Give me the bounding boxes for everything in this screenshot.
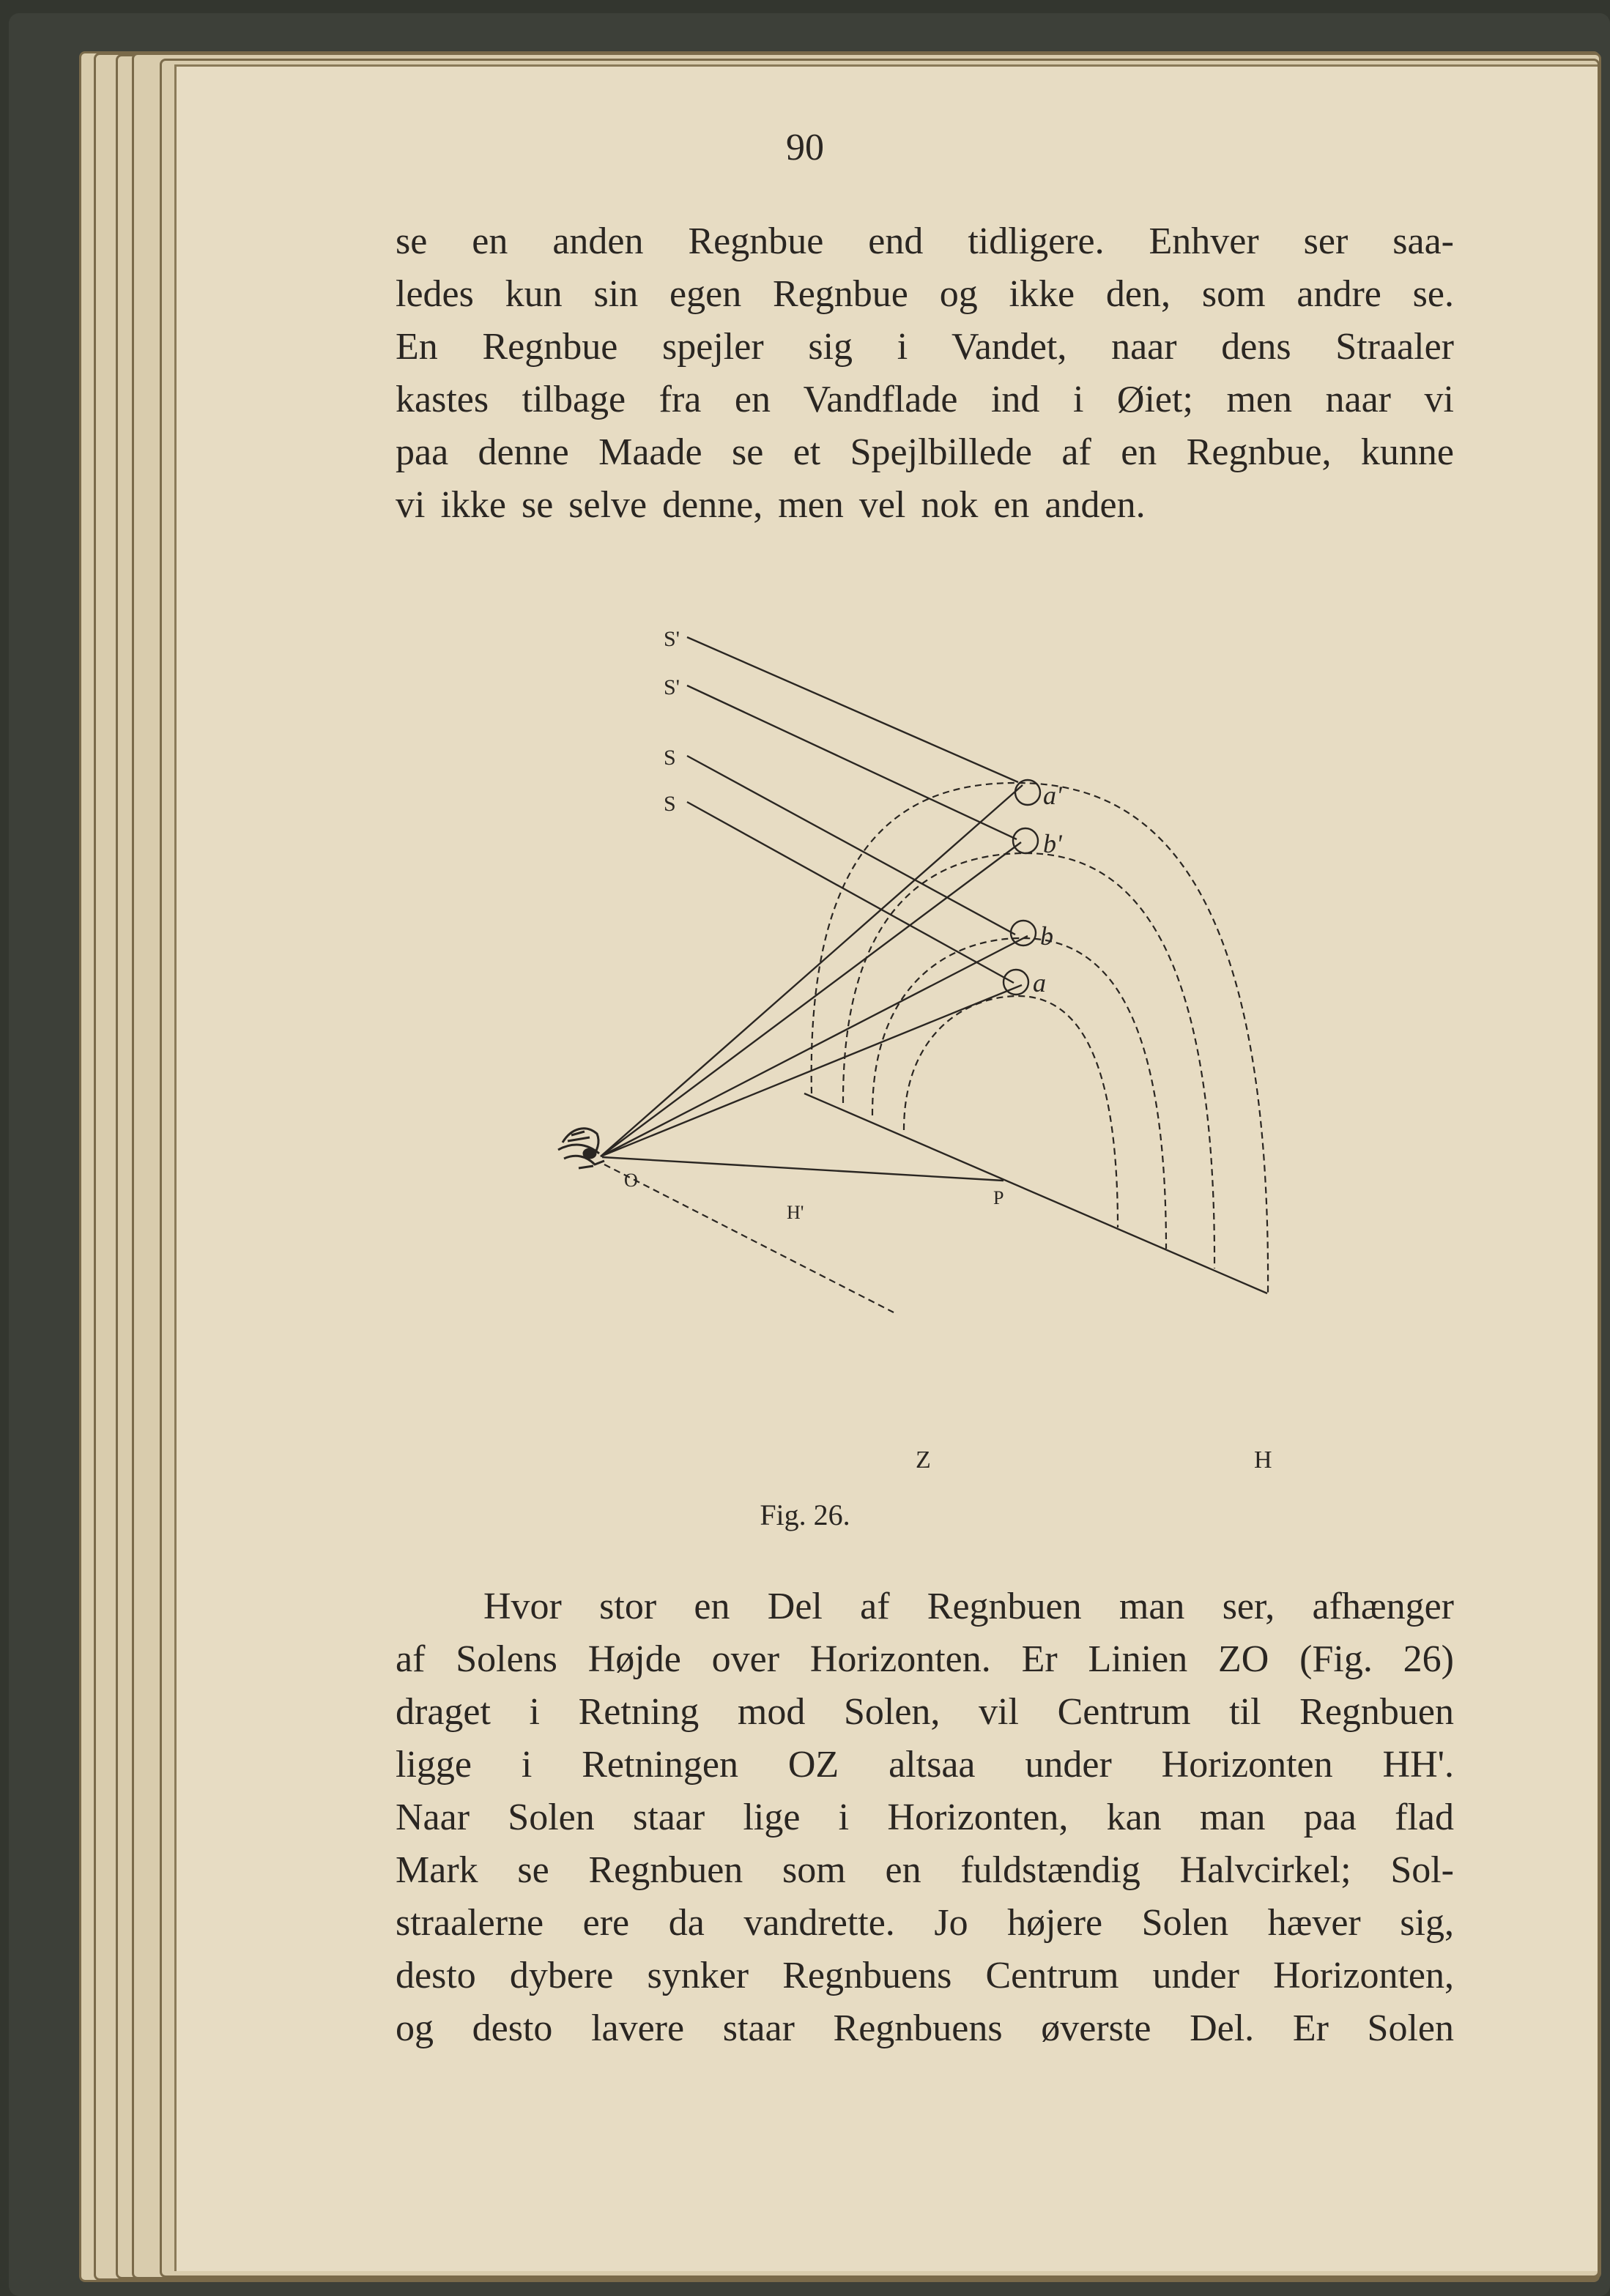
drop-b: [1011, 921, 1036, 945]
label-p: P: [993, 1187, 1004, 1208]
rainbow-arc-1: [812, 783, 1268, 1293]
text-line: draget i Retning mod Solen, vil Centrum til Regnbuen: [396, 1691, 1454, 1733]
text-line: Mark se Regnbuen som en fuldstændig Halvcirkel; Sol-: [396, 1849, 1454, 1891]
label-a: a: [1033, 968, 1046, 997]
page-number: 90: [786, 127, 824, 168]
label-b-prime: b': [1043, 829, 1062, 858]
line-op: [602, 1157, 1004, 1181]
line-oz: [604, 1164, 894, 1312]
text-line: paa denne Maade se et Spejlbillede af en Regnbue, kunne: [396, 431, 1454, 473]
drop-b-prime: [1013, 828, 1038, 853]
text-line: af Solens Højde over Horizonten. Er Linien ZO (Fig. 26): [396, 1638, 1454, 1680]
text-line: kastes tilbage fra en Vandflade ind i Øiet; men naar vi: [396, 379, 1454, 420]
ray-s-2: [687, 802, 1014, 983]
text-line: Naar Solen staar lige i Horizonten, kan man paa flad: [396, 1797, 1454, 1838]
figure-caption: Fig. 26.: [760, 1498, 850, 1531]
ray-s-prime-1: [687, 637, 1018, 782]
text-line: straalerne ere da vandrette. Jo højere Solen hæver sig,: [396, 1902, 1454, 1944]
text-line: vi ikke se selve denne, men vel nok en anden.: [396, 484, 1146, 526]
label-s-prime-2: S': [664, 675, 680, 699]
horizon-line: [804, 1093, 1267, 1293]
label-b: b: [1040, 921, 1053, 951]
rainbow-arc-4: [904, 996, 1118, 1227]
text-line: og desto lavere staar Regnbuens øverste Del. Er Solen: [396, 2007, 1454, 2049]
label-s-1: S: [664, 746, 676, 770]
text-line: se en anden Regnbue end tidligere. Enhver ser saa-: [396, 220, 1454, 262]
label-h: H: [1254, 1446, 1272, 1474]
drop-a: [1004, 970, 1028, 995]
ray-s-1: [687, 756, 1015, 935]
rainbow-arc-2: [843, 853, 1214, 1268]
eye-icon: [558, 1129, 604, 1168]
text-line: En Regnbue spejler sig i Vandet, naar dens Straaler: [396, 326, 1454, 368]
text-line: Hvor stor en Del af Regnbuen man ser, afhænger: [483, 1586, 1454, 1627]
ray-eye-b-prime: [601, 842, 1021, 1156]
text-line: ligge i Retningen OZ altsaa under Horizonten HH'.: [396, 1744, 1454, 1786]
label-h-prime: H': [787, 1202, 804, 1223]
label-a-prime: a': [1043, 781, 1062, 810]
text-line: desto dybere synker Regnbuens Centrum under Horizonten,: [396, 1955, 1454, 1996]
rainbow-arc-3: [872, 938, 1166, 1249]
text-line: ledes kun sin egen Regnbue og ikke den, som andre se.: [396, 273, 1454, 315]
label-s-prime-1: S': [664, 627, 680, 651]
label-z: Z: [916, 1446, 931, 1474]
label-s-2: S: [664, 792, 676, 816]
label-o: O: [624, 1170, 638, 1191]
